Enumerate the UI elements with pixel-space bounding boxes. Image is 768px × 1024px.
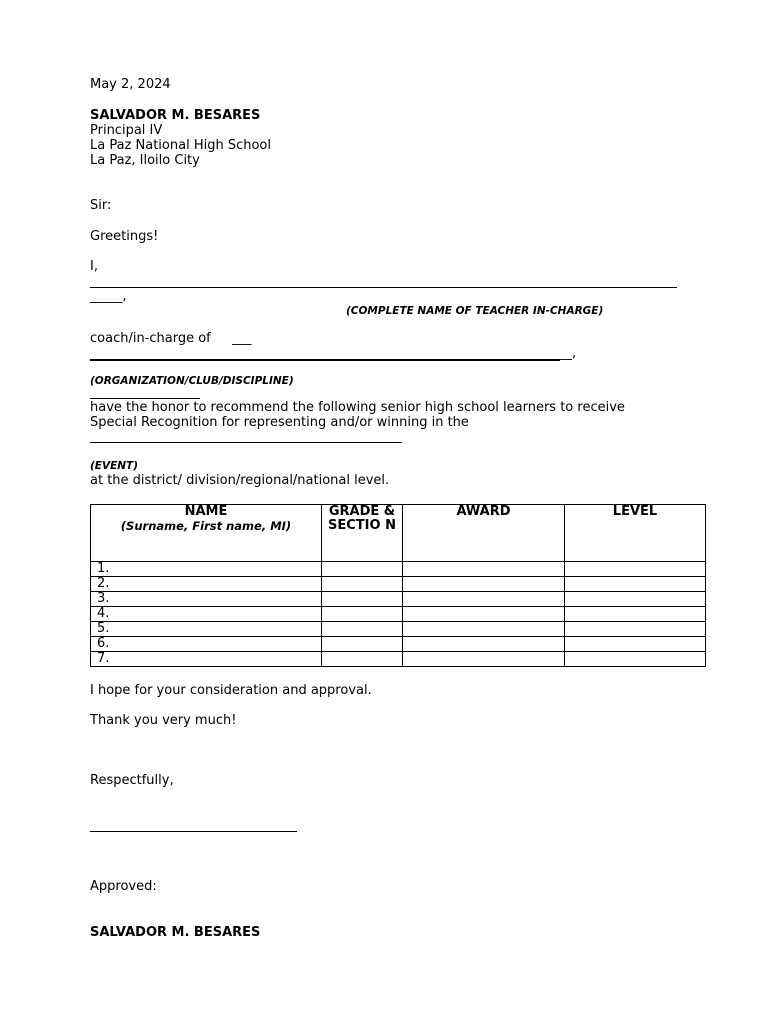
header-name-sub: (Surname, First name, MI) — [120, 519, 292, 533]
teacher-caption: (COMPLETE NAME OF TEACHER IN-CHARGE) — [346, 305, 604, 317]
row-number: 3. — [91, 592, 322, 607]
grade-cell[interactable] — [322, 652, 403, 667]
award-cell[interactable] — [403, 607, 565, 622]
level-text: at the district/ division/regional/national level. — [90, 473, 390, 488]
respectfully-text: Respectfully, — [90, 773, 174, 788]
award-cell[interactable] — [403, 622, 565, 637]
level-cell[interactable] — [565, 652, 706, 667]
grade-cell[interactable] — [322, 607, 403, 622]
header-award: AWARD — [403, 505, 565, 562]
award-cell[interactable] — [403, 577, 565, 592]
grade-cell[interactable] — [322, 592, 403, 607]
award-cell[interactable] — [403, 562, 565, 577]
level-cell[interactable] — [565, 637, 706, 652]
header-name-label: NAME — [184, 504, 228, 519]
row-number: 1. — [91, 562, 322, 577]
organization-caption: (ORGANIZATION/CLUB/DISCIPLINE) — [90, 375, 294, 387]
row-number: 7. — [91, 652, 322, 667]
recommendation-table — [90, 504, 706, 667]
organization-blank-tail: __, — [559, 346, 577, 361]
event-blank — [90, 442, 402, 443]
grade-cell[interactable] — [322, 622, 403, 637]
recipient-school: La Paz National High School — [90, 138, 271, 153]
teacher-name-blank — [90, 287, 677, 288]
approved-label: Approved: — [90, 879, 157, 894]
table-row — [91, 622, 706, 637]
header-name — [91, 505, 322, 562]
level-cell[interactable] — [565, 607, 706, 622]
organization-short-blank — [90, 398, 200, 399]
level-cell[interactable] — [565, 562, 706, 577]
body-line-1: have the honor to recommend the following senior high school learners to receive — [90, 400, 625, 415]
grade-cell[interactable] — [322, 577, 403, 592]
organization-blank — [90, 359, 560, 361]
level-cell[interactable] — [565, 622, 706, 637]
approver-name: SALVADOR M. BESARES — [90, 925, 261, 940]
recipient-address: La Paz, Iloilo City — [90, 153, 200, 168]
closing-line-1: I hope for your consideration and approval. — [90, 683, 372, 698]
salutation: Sir: — [90, 198, 112, 213]
table-row — [91, 562, 706, 577]
grade-cell[interactable] — [322, 562, 403, 577]
table-row — [91, 607, 706, 622]
letter-date: May 2, 2024 — [90, 77, 171, 92]
row-number: 5. — [91, 622, 322, 637]
level-cell[interactable] — [565, 592, 706, 607]
level-cell[interactable] — [565, 577, 706, 592]
table-row — [91, 652, 706, 667]
table-row — [91, 637, 706, 652]
recipient-title: Principal IV — [90, 123, 163, 138]
coach-text: coach/in-charge of — [90, 331, 211, 346]
table-row — [91, 592, 706, 607]
award-cell[interactable] — [403, 652, 565, 667]
closing-line-2: Thank you very much! — [90, 713, 237, 728]
teacher-blank-tail: _____, — [90, 289, 127, 304]
header-level: LEVEL — [565, 505, 706, 562]
award-cell[interactable] — [403, 592, 565, 607]
row-number: 6. — [91, 637, 322, 652]
table-row — [91, 577, 706, 592]
row-number: 4. — [91, 607, 322, 622]
body-line-2: Special Recognition for representing and/or winning in the — [90, 415, 469, 430]
intro-pronoun: I, — [90, 259, 98, 274]
coach-short-blank: ___ — [232, 331, 252, 346]
table-header-row — [91, 505, 706, 562]
header-grade-section: GRADE & SECTIO N — [322, 505, 403, 562]
signature-line — [90, 831, 297, 832]
event-caption: (EVENT) — [90, 460, 139, 472]
grade-cell[interactable] — [322, 637, 403, 652]
recipient-name: SALVADOR M. BESARES — [90, 108, 261, 123]
greeting: Greetings! — [90, 229, 159, 244]
row-number: 2. — [91, 577, 322, 592]
award-cell[interactable] — [403, 637, 565, 652]
